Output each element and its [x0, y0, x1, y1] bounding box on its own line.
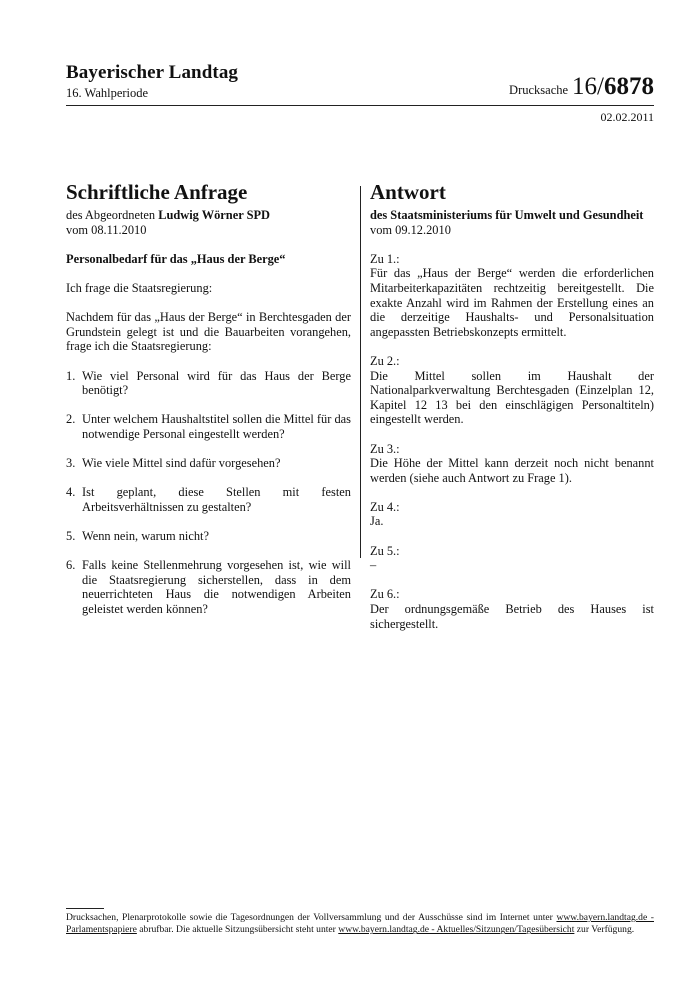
anfrage-heading: Schriftliche Anfrage: [66, 180, 248, 204]
answer-item: [370, 252, 654, 340]
drucksache-id: [509, 74, 654, 99]
answer-label: Zu 3.:: [370, 441, 400, 456]
footer-link-tagesuebersicht[interactable]: www.bayern.landtag.de - Aktuelles/Sitzungen/Tagesübersicht: [338, 924, 575, 936]
answer-label: Zu 1.:: [370, 251, 400, 266]
answer-text: Für das „Haus der Berge“ werden die erforderlichen Mitarbeiterkapazitäten rechtzeitig bereitgestellt. Die exakte Anzahl wird im Rahmen der Erstellung eines an die derzeitige Haushalts- und Personalsituation angepassten Betriebskonzepts ermittelt.: [370, 266, 654, 339]
question-text: Wenn nein, warum nicht?: [82, 529, 209, 544]
anfrage-column: [66, 180, 351, 631]
answer-item: [370, 544, 654, 573]
legislative-period: 16. Wahlperiode: [66, 86, 149, 100]
answer-label: Zu 4.:: [370, 499, 400, 514]
drucksache-number-bold: 6878: [604, 73, 654, 100]
anfrage-intro: Ich frage die Staatsregierung:: [66, 280, 213, 295]
antwort-heading: Antwort: [370, 180, 446, 204]
answer-label: Zu 6.:: [370, 587, 400, 602]
question-text: Wie viele Mittel sind dafür vorgesehen?: [82, 456, 281, 471]
question-text: Unter welchem Haushaltstitel sollen die Mittel für das notwendige Personal eingestellt werden?: [82, 412, 351, 441]
question-number: 2.: [66, 412, 76, 427]
question-number: 4.: [66, 485, 76, 500]
answer-label: Zu 5.:: [370, 543, 400, 558]
author-name: Ludwig Wörner SPD: [158, 208, 270, 222]
drucksache-number: [572, 73, 654, 100]
question-number: 1.: [66, 368, 76, 383]
question-number: 5.: [66, 529, 76, 544]
anfrage-date: vom 08.11.2010: [66, 222, 147, 237]
question-item: [66, 412, 351, 441]
question-text: Ist geplant, diese Stellen mit festen Arbeitsverhältnissen zu gestalten?: [82, 485, 351, 514]
anfrage-subject-text: Personalbedarf für das „Haus der Berge“: [66, 251, 286, 266]
column-divider: [360, 186, 361, 558]
answer-text: –: [370, 558, 377, 573]
question-item: [66, 369, 351, 398]
answer-list: [370, 252, 654, 631]
answer-item: [370, 354, 654, 427]
answer-label: Zu 2.:: [370, 353, 400, 368]
question-item: [66, 485, 351, 514]
parliament-title: Bayerischer Landtag: [66, 62, 239, 83]
answer-item: [370, 500, 654, 529]
answer-text: Ja.: [370, 514, 384, 529]
drucksache-prefix: 16/: [572, 73, 604, 100]
footer-rule: [66, 908, 104, 909]
antwort-ministry: [370, 208, 654, 223]
footer-note: [66, 912, 654, 937]
footer-text-1: Drucksachen, Plenarprotokolle sowie die Tagesordnungen der Vollversammlung und der Ausschüsse sind im Internet unter: [66, 912, 557, 923]
question-number: 6.: [66, 558, 76, 573]
anfrage-author-line: [66, 208, 351, 223]
antwort-date: vom 09.12.2010: [370, 222, 451, 237]
question-text: Wie viel Personal wird für das Haus der Berge benötigt?: [82, 368, 351, 398]
question-item: [66, 558, 351, 616]
drucksache-label: Drucksache: [509, 83, 569, 97]
document-date: 02.02.2011: [600, 110, 654, 124]
anfrage-subject: [66, 252, 351, 267]
question-number: 3.: [66, 456, 76, 471]
footer-text-3: zur Verfügung.: [574, 924, 635, 936]
answer-item: [370, 587, 654, 631]
question-list: [66, 369, 351, 617]
footer-link-parlamentspapiere[interactable]: www.bayern.landtag.de - Parlamentspapiere: [66, 912, 654, 936]
footer-text-2: abrufbar. Die aktuelle Sitzungsübersicht steht unter: [136, 924, 339, 936]
answer-text: Der ordnungsgemäße Betrieb des Hauses ist sichergestellt.: [370, 602, 654, 631]
question-text: Falls keine Stellenmehrung vorgesehen ist, wie will die Staatsregierung sicherstellen, dass in dem neuerrichteten Haus die notwendigen Arbeiten geleistet werden können?: [82, 558, 351, 617]
answer-text: Die Mittel sollen im Haushalt der Nationalparkverwaltung Berchtesgaden (Einzelplan 12, Kapitel 12 13 bei den einschlägigen Personaltiteln) eingestellt werden.: [370, 368, 654, 427]
answer-text: Die Höhe der Mittel kann derzeit noch nicht benannt werden (siehe auch Antwort zu Frage 1).: [370, 456, 654, 485]
question-item: [66, 456, 351, 471]
author-prefix: des Abgeordneten: [66, 208, 159, 222]
question-item: [66, 529, 351, 544]
answer-item: [370, 442, 654, 486]
antwort-column: [370, 180, 654, 646]
antwort-ministry-text: des Staatsministeriums für Umwelt und Gesundheit: [370, 208, 644, 222]
anfrage-preamble: Nachdem für das „Haus der Berge“ in Berchtesgaden der Grundstein gelegt ist und die Bauarbeiten vorangehen, frage ich die Staatsregierung:: [66, 310, 351, 354]
header-rule: [66, 105, 654, 106]
